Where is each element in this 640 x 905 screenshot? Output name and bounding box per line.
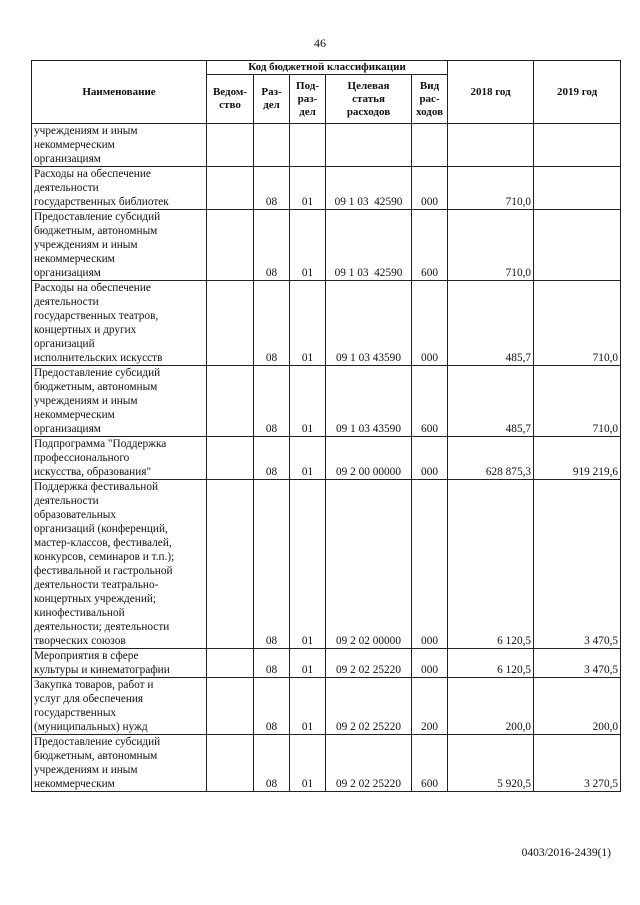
- row-vedomstvo-cell: [207, 366, 254, 437]
- row-name-cell: Мероприятия в сфере культуры и кинематографии: [32, 649, 207, 678]
- table-row: [32, 649, 621, 678]
- row-podrazdel-cell: 01: [290, 678, 326, 735]
- row-podrazdel-cell: 01: [290, 480, 326, 649]
- row-vedomstvo-cell: [207, 167, 254, 210]
- row-2018-cell: [448, 124, 534, 167]
- row-celevaya-cell: 09 2 02 25220: [326, 678, 412, 735]
- row-celevaya-cell: 09 2 02 25220: [326, 649, 412, 678]
- row-vedomstvo-cell: [207, 437, 254, 480]
- row-celevaya-cell: 09 2 02 25220: [326, 735, 412, 792]
- header-2018: 2018 год: [448, 61, 534, 124]
- row-vid-cell: 600: [412, 366, 448, 437]
- row-name-cell: Расходы на обеспечение деятельности государственных библиотек: [32, 167, 207, 210]
- document-id: 0403/2016-2439(1): [521, 847, 611, 859]
- row-podrazdel-cell: 01: [290, 437, 326, 480]
- row-vid-cell: 600: [412, 735, 448, 792]
- row-razdel-cell: 08: [254, 210, 290, 281]
- row-podrazdel-cell: 01: [290, 167, 326, 210]
- row-2019-cell: 3 470,5: [534, 649, 621, 678]
- table-row: [32, 366, 621, 437]
- row-podrazdel-cell: 01: [290, 281, 326, 366]
- row-podrazdel-cell: 01: [290, 649, 326, 678]
- row-2018-cell: 485,7: [448, 366, 534, 437]
- row-vedomstvo-cell: [207, 649, 254, 678]
- row-2019-cell: 710,0: [534, 281, 621, 366]
- row-vedomstvo-cell: [207, 281, 254, 366]
- row-podrazdel-cell: 01: [290, 210, 326, 281]
- header-vid-rashodov: Вид рас- ходов: [412, 75, 448, 124]
- row-name-cell: Предоставление субсидий бюджетным, автономным учреждениям и иным некоммерческим: [32, 735, 207, 792]
- row-celevaya-cell: 09 1 03 43590: [326, 366, 412, 437]
- table-row: [32, 480, 621, 649]
- page-number: 46: [314, 36, 326, 50]
- row-podrazdel-cell: 01: [290, 366, 326, 437]
- table-row: [32, 281, 621, 366]
- row-2019-cell: 3 270,5: [534, 735, 621, 792]
- row-name-cell: Закупка товаров, работ и услуг для обеспечения государственных (муниципальных) нужд: [32, 678, 207, 735]
- row-2018-cell: 6 120,5: [448, 480, 534, 649]
- budget-table: [31, 60, 621, 792]
- row-celevaya-cell: 09 1 03 43590: [326, 281, 412, 366]
- row-razdel-cell: 08: [254, 437, 290, 480]
- row-2018-cell: 710,0: [448, 167, 534, 210]
- row-2019-cell: [534, 210, 621, 281]
- row-celevaya-cell: 09 2 02 00000: [326, 480, 412, 649]
- row-2019-cell: [534, 124, 621, 167]
- row-podrazdel-cell: 01: [290, 735, 326, 792]
- row-name-cell: Предоставление субсидий бюджетным, автономным учреждениям и иным некоммерческим организациям: [32, 210, 207, 281]
- row-vid-cell: 000: [412, 649, 448, 678]
- row-2018-cell: 6 120,5: [448, 649, 534, 678]
- row-podrazdel-cell: [290, 124, 326, 167]
- row-razdel-cell: 08: [254, 480, 290, 649]
- row-vid-cell: 000: [412, 167, 448, 210]
- header-celevaya-statya: Целевая статья расходов: [326, 75, 412, 124]
- table-row: [32, 735, 621, 792]
- row-celevaya-cell: [326, 124, 412, 167]
- row-razdel-cell: 08: [254, 366, 290, 437]
- row-2018-cell: 485,7: [448, 281, 534, 366]
- row-2019-cell: [534, 167, 621, 210]
- row-name-cell: Расходы на обеспечение деятельности государственных театров, концертных и других организаций исполнительских искусств: [32, 281, 207, 366]
- row-vid-cell: 000: [412, 281, 448, 366]
- row-2019-cell: 710,0: [534, 366, 621, 437]
- table-row: [32, 167, 621, 210]
- row-razdel-cell: 08: [254, 167, 290, 210]
- row-vedomstvo-cell: [207, 480, 254, 649]
- header-classification-group: Код бюджетной классификации: [207, 61, 448, 75]
- table-row: [32, 124, 621, 167]
- row-vedomstvo-cell: [207, 678, 254, 735]
- row-razdel-cell: 08: [254, 678, 290, 735]
- row-celevaya-cell: 09 2 00 00000: [326, 437, 412, 480]
- row-razdel-cell: 08: [254, 281, 290, 366]
- row-name-cell: учреждениям и иным некоммерческим организациям: [32, 124, 207, 167]
- table-row: [32, 210, 621, 281]
- row-2019-cell: 919 219,6: [534, 437, 621, 480]
- row-vedomstvo-cell: [207, 735, 254, 792]
- row-vedomstvo-cell: [207, 210, 254, 281]
- row-2018-cell: 628 875,3: [448, 437, 534, 480]
- row-vid-cell: 600: [412, 210, 448, 281]
- table-body: [32, 124, 621, 792]
- row-vid-cell: [412, 124, 448, 167]
- row-2018-cell: 200,0: [448, 678, 534, 735]
- header-2019: 2019 год: [534, 61, 621, 124]
- header-name: Наименование: [32, 61, 207, 124]
- row-2019-cell: 200,0: [534, 678, 621, 735]
- header-razdel: Раз- дел: [254, 75, 290, 124]
- row-vid-cell: 000: [412, 437, 448, 480]
- row-name-cell: Предоставление субсидий бюджетным, автономным учреждениям и иным некоммерческим организациям: [32, 366, 207, 437]
- row-razdel-cell: [254, 124, 290, 167]
- row-razdel-cell: 08: [254, 735, 290, 792]
- row-vid-cell: 200: [412, 678, 448, 735]
- row-celevaya-cell: 09 1 03 42590: [326, 210, 412, 281]
- table-row: [32, 437, 621, 480]
- row-celevaya-cell: 09 1 03 42590: [326, 167, 412, 210]
- row-name-cell: Поддержка фестивальной деятельности образовательных организаций (конференций, мастер-классов, фестивалей, конкурсов, семинаров и т.п.); фестивальной и гастрольной деятельности театрально- концертных учреждений; кинофестивальной деятельности; деятельности творческих союзов: [32, 480, 207, 649]
- row-2018-cell: 5 920,5: [448, 735, 534, 792]
- row-name-cell: Подпрограмма "Поддержка профессионального искусства, образования": [32, 437, 207, 480]
- row-2018-cell: 710,0: [448, 210, 534, 281]
- row-vedomstvo-cell: [207, 124, 254, 167]
- row-vid-cell: 000: [412, 480, 448, 649]
- header-podrazdel: Под- раз- дел: [290, 75, 326, 124]
- table-row: [32, 678, 621, 735]
- row-razdel-cell: 08: [254, 649, 290, 678]
- header-vedomstvo: Ведом- ство: [207, 75, 254, 124]
- row-2019-cell: 3 470,5: [534, 480, 621, 649]
